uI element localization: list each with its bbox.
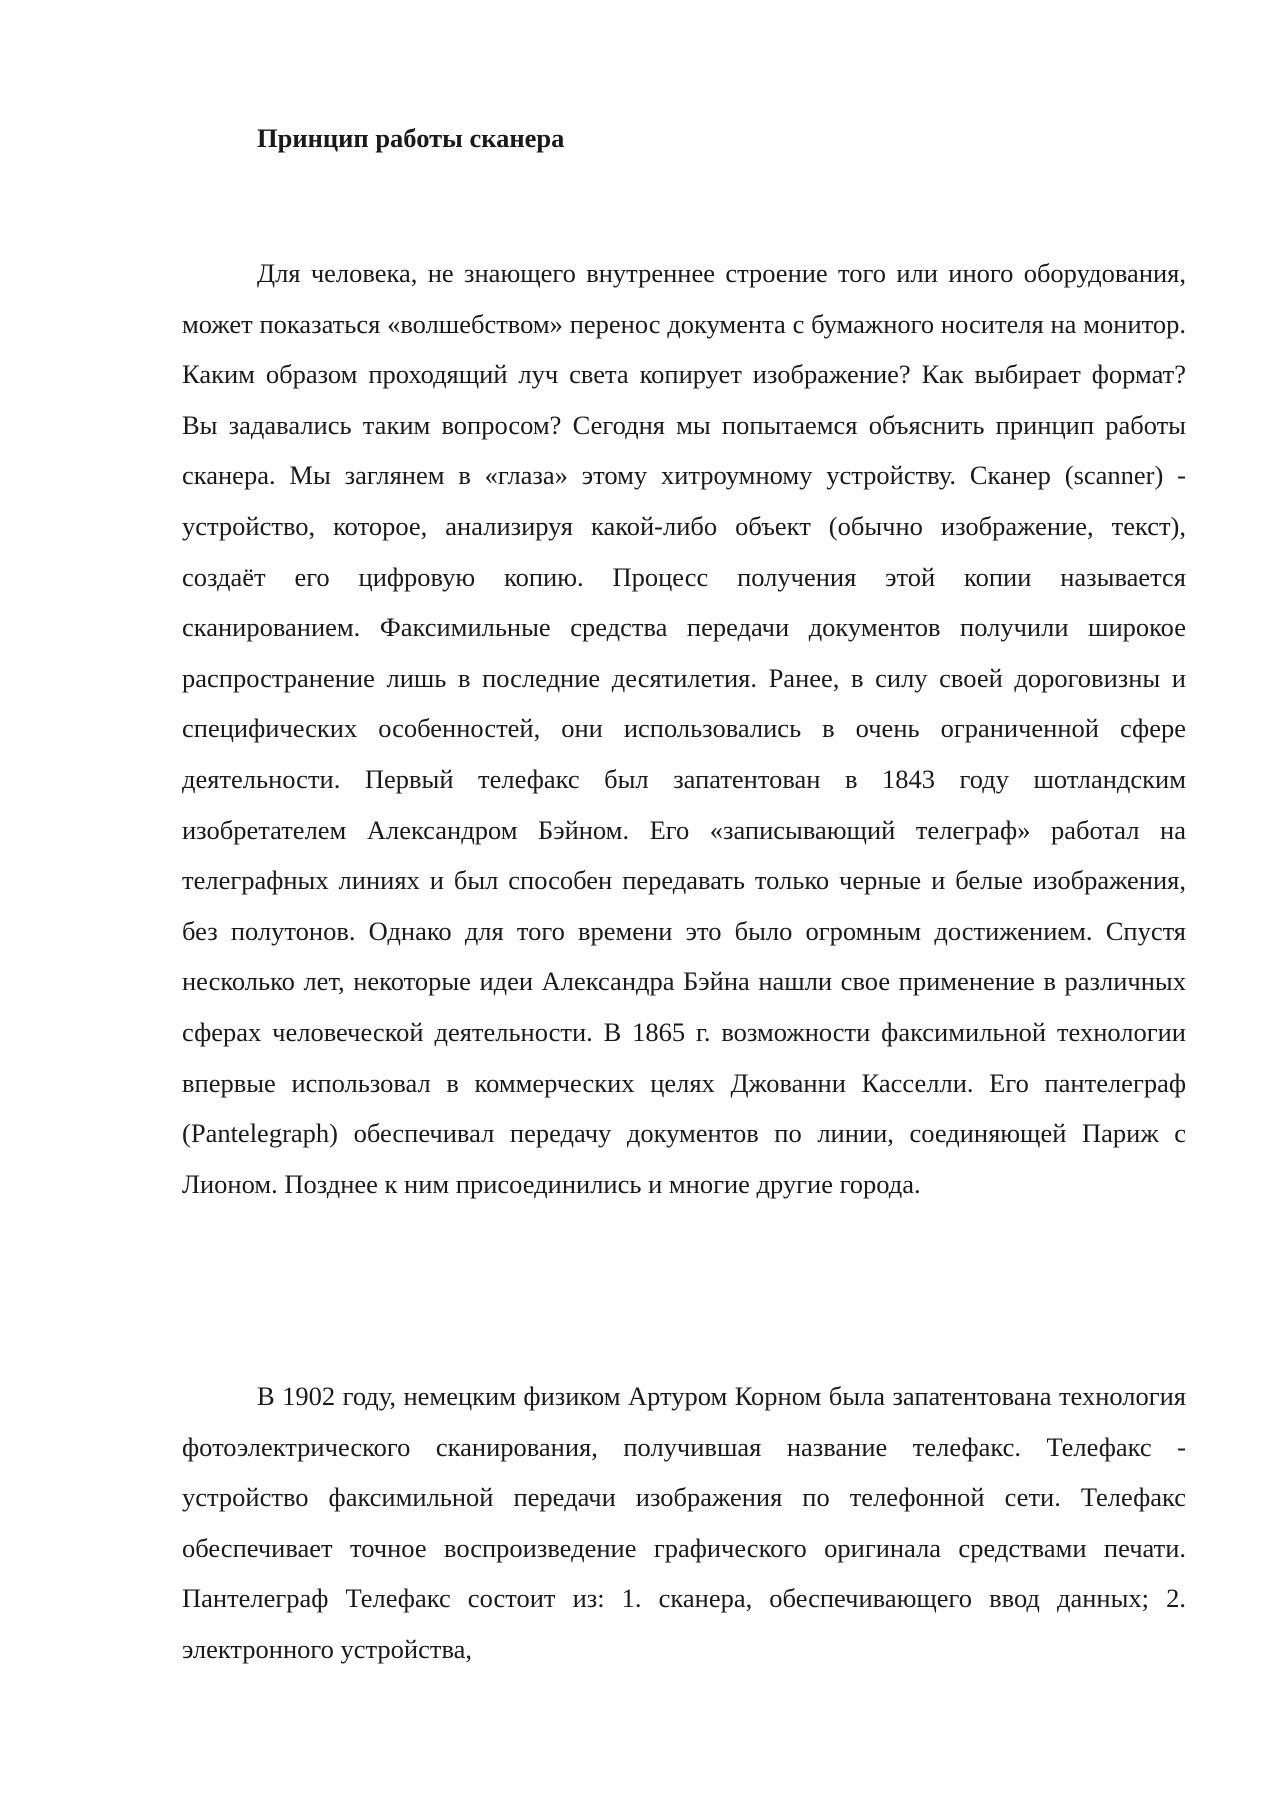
paragraph-2: В 1902 году, немецким физиком Артуром Корном была запатентована технология фотоэлектрического сканирования, получившая название телефакс. Телефакс - устройство факсимильной передачи изображения по телефонной сети. Телефакс обеспечивает точное воспроизведение графического оригинала средствами печати. Пантелеграф Телефакс состоит из: 1. сканера, обеспечивающего ввод данных; 2. электронного устройства, [182,1381,1186,1664]
paragraph-1: Для человека, не знающего внутреннее строение того или иного оборудования, может показаться «волшебством» перенос документа с бумажного носителя на монитор. Каким образом проходящий луч света копирует изображение? Как выбирает формат? Вы задавались таким вопросом? Сегодня мы попытаемся объяснить принцип работы сканера. Мы заглянем в «глаза» этому хитроумному устройству. Сканер (scanner) - устройство, которое, анализируя какой-либо объект (обычно изображение, текст), создаёт его цифровую копию. Процесс получения этой копии называется сканированием. Факсимильные средства передачи документов получили широкое распространение лишь в последние десятилетия. Ранее, в силу своей дороговизны и специфических особенностей, они использовались в очень ограниченной сфере деятельности. Первый телефакс был запатентован в 1843 году шотландским изобретателем Александром Бэйном. Его «записывающий телеграф» работал на телеграфных линиях и был способен передавать только черные и белые изображения, без полутонов. Однако для того времени это было огромным достижением. Спустя несколько лет, некоторые идеи Александра Бэйна нашли свое применение в различных сферах человеческой деятельности. В 1865 г. возможности факсимильной технологии впервые использовал в коммерческих целях Джованни Касселли. Его пантелеграф (Pantelegraph) обеспечивал передачу документов по линии, соединяющей Париж с Лионом. Позднее к ним присоединились и многие другие города. [182,258,1186,1199]
document-title: Принцип работы сканера [257,123,565,153]
